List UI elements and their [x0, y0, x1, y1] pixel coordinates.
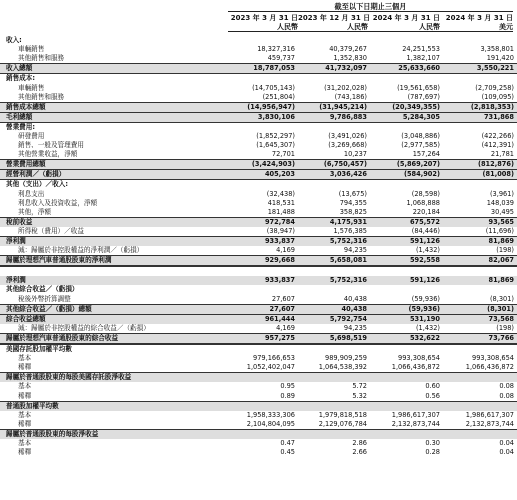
table-row: [0, 448, 517, 457]
row-value: 731,868: [443, 112, 517, 122]
row-value: (31,202,028): [324, 83, 367, 92]
row-value: 157,264: [370, 150, 443, 160]
row-value: [228, 285, 298, 294]
row-value: 40,438: [298, 295, 370, 305]
row-label: 歸屬於理想汽車普通股股東的淨利潤: [0, 256, 228, 267]
row-value: (109,095): [443, 93, 517, 103]
row-value: [370, 429, 443, 439]
table-row: [0, 74, 517, 84]
row-value: (1,432): [370, 324, 443, 334]
table-row: [0, 199, 517, 208]
row-value: 0.60: [425, 382, 440, 391]
table-row: [0, 83, 517, 92]
row-label: 銷售、一般及管理費用: [18, 141, 84, 150]
row-value: [443, 344, 517, 354]
row-label: 其他營業收益，淨額: [0, 150, 228, 160]
row-value: 40,379,267: [329, 45, 367, 54]
row-value: 2,104,804,095: [228, 420, 298, 430]
row-value: 2,129,076,784: [298, 420, 370, 430]
row-label: 其他綜合收益／（虧損）: [6, 285, 79, 294]
row-value: 5,284,305: [370, 112, 443, 122]
row-value: (198): [443, 246, 517, 256]
row-value: 3,550,221: [443, 64, 517, 74]
row-value: 1,352,830: [298, 54, 370, 64]
row-value: (1,852,297): [256, 131, 295, 140]
row-value: 93,565: [443, 217, 517, 227]
table-row: [0, 227, 517, 237]
table-row: [0, 208, 517, 218]
row-value: (59,936): [370, 295, 443, 305]
row-label: 經營利潤／（虧損）: [0, 170, 228, 180]
row-value: [443, 373, 517, 383]
row-label: 淨利潤: [0, 276, 228, 285]
row-label: 其他銷售和服務: [0, 54, 228, 64]
table-row: [0, 324, 517, 334]
row-value: [228, 373, 298, 383]
row-value: [298, 266, 370, 276]
row-value: [370, 74, 443, 84]
row-value: 0.28: [425, 448, 440, 457]
row-value: 94,235: [298, 324, 370, 334]
row-label: 營業費用:: [6, 122, 36, 131]
row-value: 1,986,617,307: [465, 410, 514, 419]
row-value: 3,036,426: [298, 170, 370, 180]
row-value: 82,067: [443, 256, 517, 267]
row-value: (20,349,355): [370, 102, 443, 112]
row-value: 532,622: [370, 333, 443, 344]
row-value: 993,308,654: [398, 354, 440, 363]
row-label: 普通股加權平均數: [0, 401, 228, 411]
row-value: 4,169: [228, 324, 298, 334]
row-value: 94,235: [298, 246, 370, 256]
row-label: 歸屬於普通股股東的每股淨收益: [0, 429, 228, 439]
row-value: 21,781: [443, 150, 517, 160]
row-value: 979,166,653: [253, 354, 295, 363]
row-value: 1,064,538,392: [298, 363, 370, 373]
row-value: (1,645,307): [256, 141, 295, 150]
row-label: 其他，淨額: [0, 208, 228, 218]
row-value: (3,048,886): [401, 131, 440, 140]
column-date-3: 2024 年 3 月 31 日: [372, 14, 440, 22]
table-row: [0, 391, 517, 401]
table-row: [0, 285, 517, 294]
row-value: 1,958,333,306: [246, 410, 295, 419]
table-row: [0, 246, 517, 256]
table-row: [0, 150, 517, 160]
row-value: 0.08: [499, 382, 514, 391]
table-row: [0, 373, 517, 383]
table-row: [0, 217, 517, 227]
row-value: [228, 122, 298, 132]
row-value: 191,420: [443, 54, 517, 64]
row-label: 美國存託股加權平均數: [6, 345, 72, 354]
row-value: 989,909,259: [325, 354, 367, 363]
row-value: 405,203: [228, 170, 298, 180]
period-title: 截至以下日期止三個月: [334, 2, 407, 11]
row-value: 2,132,873,744: [443, 420, 517, 430]
row-value: (28,598): [411, 189, 440, 198]
row-value: 5.72: [352, 382, 367, 391]
table-row: [0, 54, 517, 64]
table-row: [0, 132, 517, 141]
row-label: 綜合收益總額: [0, 314, 228, 324]
row-value: 592,558: [370, 256, 443, 267]
row-label: 其他綜合收益／（虧損）總額: [0, 304, 228, 314]
row-value: [443, 401, 517, 411]
table-row: [0, 93, 517, 103]
row-value: (812,876): [443, 160, 517, 170]
row-value: 591,126: [370, 236, 443, 246]
row-value: 531,190: [370, 314, 443, 324]
row-value: 4,175,931: [298, 217, 370, 227]
row-value: [298, 74, 370, 84]
row-value: [298, 373, 370, 383]
row-value: [443, 285, 517, 294]
row-value: (14,956,947): [228, 102, 298, 112]
row-value: 81,869: [443, 236, 517, 246]
row-label: 毛利總額: [0, 112, 228, 122]
table-row: [0, 363, 517, 373]
row-value: (787,697): [370, 93, 443, 103]
row-label: 所得稅（費用）／收益: [0, 227, 228, 237]
row-label: 基本: [18, 382, 32, 391]
table-row: [0, 276, 517, 285]
row-value: (422,266): [481, 131, 514, 140]
row-value: 2,132,873,744: [370, 420, 443, 430]
table-row: [0, 180, 517, 190]
row-value: 81,869: [443, 276, 517, 285]
row-value: 4,169: [228, 246, 298, 256]
row-value: 358,825: [298, 208, 370, 218]
row-value: (2,977,585): [401, 141, 440, 150]
table-row: [0, 344, 517, 354]
row-label: 利息收入及投資收益，淨額: [18, 198, 98, 207]
row-value: (19,561,658): [397, 83, 440, 92]
row-value: 0.89: [228, 391, 298, 401]
row-value: 27,607: [228, 304, 298, 314]
row-value: [228, 180, 298, 190]
row-value: 1,382,107: [370, 54, 443, 64]
table-row: [0, 354, 517, 363]
row-label: 其他銷售和服務: [0, 93, 228, 103]
row-value: [443, 36, 517, 45]
row-value: (38,947): [228, 227, 298, 237]
column-currency-2: 人民幣: [347, 23, 368, 31]
column-date-4: 2024 年 3 月 31 日: [445, 14, 513, 22]
row-value: 9,786,883: [298, 112, 370, 122]
row-value: (3,269,668): [328, 141, 367, 150]
table-row: [0, 333, 517, 344]
row-value: [298, 429, 370, 439]
row-value: [370, 266, 443, 276]
row-value: 961,444: [228, 314, 298, 324]
row-value: 0.95: [280, 382, 295, 391]
row-value: 5.32: [298, 391, 370, 401]
row-label: 收入:: [6, 36, 22, 45]
row-value: [370, 36, 443, 45]
table-row: [0, 295, 517, 305]
column-date-1: 2023 年 3 月 31 日: [230, 14, 298, 22]
row-value: 73,568: [443, 314, 517, 324]
column-date-2: 2023 年 12 月 31 日: [298, 14, 371, 22]
row-value: (13,675): [338, 189, 367, 198]
row-value: (11,696): [443, 227, 517, 237]
row-value: 220,184: [370, 208, 443, 218]
table-row: [0, 236, 517, 246]
row-value: 25,633,660: [370, 64, 443, 74]
row-value: (8,301): [443, 295, 517, 305]
row-label: 基本: [18, 438, 32, 447]
row-value: [443, 429, 517, 439]
row-label: 稀釋: [18, 448, 32, 457]
row-value: 18,787,053: [228, 64, 298, 74]
row-value: (81,008): [443, 170, 517, 180]
row-value: 1,066,436,872: [370, 363, 443, 373]
table-row: [0, 304, 517, 314]
row-value: 24,251,553: [402, 45, 440, 54]
row-label: 稀釋: [0, 391, 228, 401]
row-value: [443, 266, 517, 276]
row-label: 收入總額: [0, 64, 228, 74]
row-value: 1,576,385: [298, 227, 370, 237]
row-value: [298, 285, 370, 294]
table-row: [0, 102, 517, 112]
row-value: (3,491,026): [328, 131, 367, 140]
row-label: 其他（支出）／收入:: [6, 180, 68, 189]
row-value: (584,902): [370, 170, 443, 180]
row-value: 2.86: [352, 438, 367, 447]
row-value: 972,784: [228, 217, 298, 227]
row-label: 銷售成本:: [6, 74, 36, 83]
row-value: 3,830,106: [228, 112, 298, 122]
row-label: 車輛銷售: [18, 83, 45, 92]
row-value: [228, 401, 298, 411]
row-value: 73,766: [443, 333, 517, 344]
row-value: 1,052,402,047: [228, 363, 298, 373]
row-value: [228, 266, 298, 276]
row-label: 銷售成本總額: [0, 102, 228, 112]
row-value: 0.56: [370, 391, 443, 401]
row-label: 稅後外幣折算調整: [0, 295, 228, 305]
row-value: 18,327,316: [257, 45, 295, 54]
row-value: 0.30: [425, 438, 440, 447]
table-row: [0, 190, 517, 199]
row-value: [298, 180, 370, 190]
row-label: 基本: [18, 354, 32, 363]
header-rule-bottom: [228, 31, 513, 32]
table-row: [0, 401, 517, 411]
row-label: 研發費用: [18, 131, 45, 140]
row-value: 1,986,617,307: [391, 410, 440, 419]
row-value: 5,792,754: [298, 314, 370, 324]
table-row: [0, 36, 517, 45]
row-value: [228, 344, 298, 354]
row-value: (3,961): [489, 189, 514, 198]
row-value: (14,705,143): [252, 83, 295, 92]
row-value: (251,804): [228, 93, 298, 103]
row-value: (198): [443, 324, 517, 334]
row-value: 933,837: [228, 276, 298, 285]
row-value: 418,531: [267, 198, 295, 207]
row-value: 933,837: [228, 236, 298, 246]
row-value: (6,750,457): [298, 160, 370, 170]
row-value: 675,572: [370, 217, 443, 227]
income-statement-table: [0, 36, 517, 457]
row-value: 10,237: [298, 150, 370, 160]
table-row: [0, 266, 517, 276]
table-header: [0, 0, 517, 37]
row-value: [298, 122, 370, 132]
row-value: (2,709,258): [475, 83, 514, 92]
row-label: 歸屬於普通股股東的每股美國存託股淨收益: [0, 373, 228, 383]
row-label: 稀釋: [0, 363, 228, 373]
row-value: 0.04: [499, 438, 514, 447]
table-row: [0, 45, 517, 54]
table-row: [0, 64, 517, 74]
row-label: 稀釋: [0, 420, 228, 430]
column-currency-1: 人民幣: [277, 23, 298, 31]
table-row: [0, 256, 517, 267]
row-value: 0.45: [280, 448, 295, 457]
row-value: 148,039: [486, 198, 514, 207]
row-value: [370, 401, 443, 411]
row-value: [228, 429, 298, 439]
row-value: (84,446): [370, 227, 443, 237]
row-value: 40,438: [298, 304, 370, 314]
row-value: [370, 373, 443, 383]
row-value: [370, 344, 443, 354]
row-value: 5,752,316: [298, 236, 370, 246]
row-value: [443, 74, 517, 84]
row-value: 2.66: [352, 448, 367, 457]
header-rule: [228, 11, 513, 12]
row-value: (59,936): [370, 304, 443, 314]
row-label: 淨利潤: [0, 236, 228, 246]
row-label: 減：歸屬於非控股權益的綜合收益／（虧損）: [0, 324, 228, 334]
row-value: 1,066,436,872: [443, 363, 517, 373]
row-value: (31,945,214): [298, 102, 370, 112]
row-value: [370, 285, 443, 294]
row-value: (2,818,353): [443, 102, 517, 112]
row-value: [298, 344, 370, 354]
table-row: [0, 420, 517, 430]
row-value: 993,308,654: [472, 354, 514, 363]
row-value: [370, 180, 443, 190]
table-row: [0, 439, 517, 448]
row-value: 30,495: [443, 208, 517, 218]
row-value: (32,438): [266, 189, 295, 198]
row-value: 0.47: [280, 438, 295, 447]
table-row: [0, 170, 517, 180]
column-currency-3: 人民幣: [419, 23, 440, 31]
row-label: 車輛銷售: [18, 45, 45, 54]
row-value: 0.04: [499, 448, 514, 457]
row-value: (8,301): [443, 304, 517, 314]
table-row: [0, 429, 517, 439]
row-value: [443, 180, 517, 190]
table-row: [0, 112, 517, 122]
row-label: 減：歸屬於非控股權益的淨利潤／（虧損）: [0, 246, 228, 256]
row-label: 營業費用總額: [0, 160, 228, 170]
row-label: 歸屬於理想汽車普通股股東的綜合收益: [0, 333, 228, 344]
table-row: [0, 160, 517, 170]
row-value: 1,068,888: [406, 198, 440, 207]
row-value: 5,698,519: [298, 333, 370, 344]
row-value: 929,668: [228, 256, 298, 267]
row-value: 5,658,081: [298, 256, 370, 267]
row-label: 利息支出: [18, 189, 45, 198]
row-value: (3,424,903): [228, 160, 298, 170]
row-value: 1,979,818,518: [318, 410, 367, 419]
table-body: [0, 36, 517, 457]
row-value: (412,391): [481, 141, 514, 150]
row-value: 0.08: [443, 391, 517, 401]
row-value: 3,358,801: [480, 45, 514, 54]
table-row: [0, 314, 517, 324]
table-row: [0, 382, 517, 391]
row-value: 27,607: [228, 295, 298, 305]
row-value: [443, 122, 517, 132]
row-value: 794,355: [339, 198, 367, 207]
row-value: (5,869,207): [370, 160, 443, 170]
row-value: 591,126: [370, 276, 443, 285]
column-currency-4: 美元: [499, 23, 513, 31]
row-value: (1,432): [370, 246, 443, 256]
row-value: 957,275: [228, 333, 298, 344]
row-label: 基本: [18, 410, 32, 419]
row-value: [298, 36, 370, 45]
row-value: 41,732,097: [298, 64, 370, 74]
row-value: [370, 122, 443, 132]
row-value: [228, 36, 298, 45]
row-value: [228, 74, 298, 84]
row-value: 181,488: [228, 208, 298, 218]
row-value: [298, 401, 370, 411]
row-value: (743,186): [298, 93, 370, 103]
row-value: 72,701: [228, 150, 298, 160]
table-row: [0, 122, 517, 132]
row-value: 5,752,316: [298, 276, 370, 285]
table-row: [0, 411, 517, 420]
row-label: 稅前收益: [0, 217, 228, 227]
row-label: [0, 266, 228, 276]
row-value: 459,737: [228, 54, 298, 64]
table-row: [0, 141, 517, 150]
